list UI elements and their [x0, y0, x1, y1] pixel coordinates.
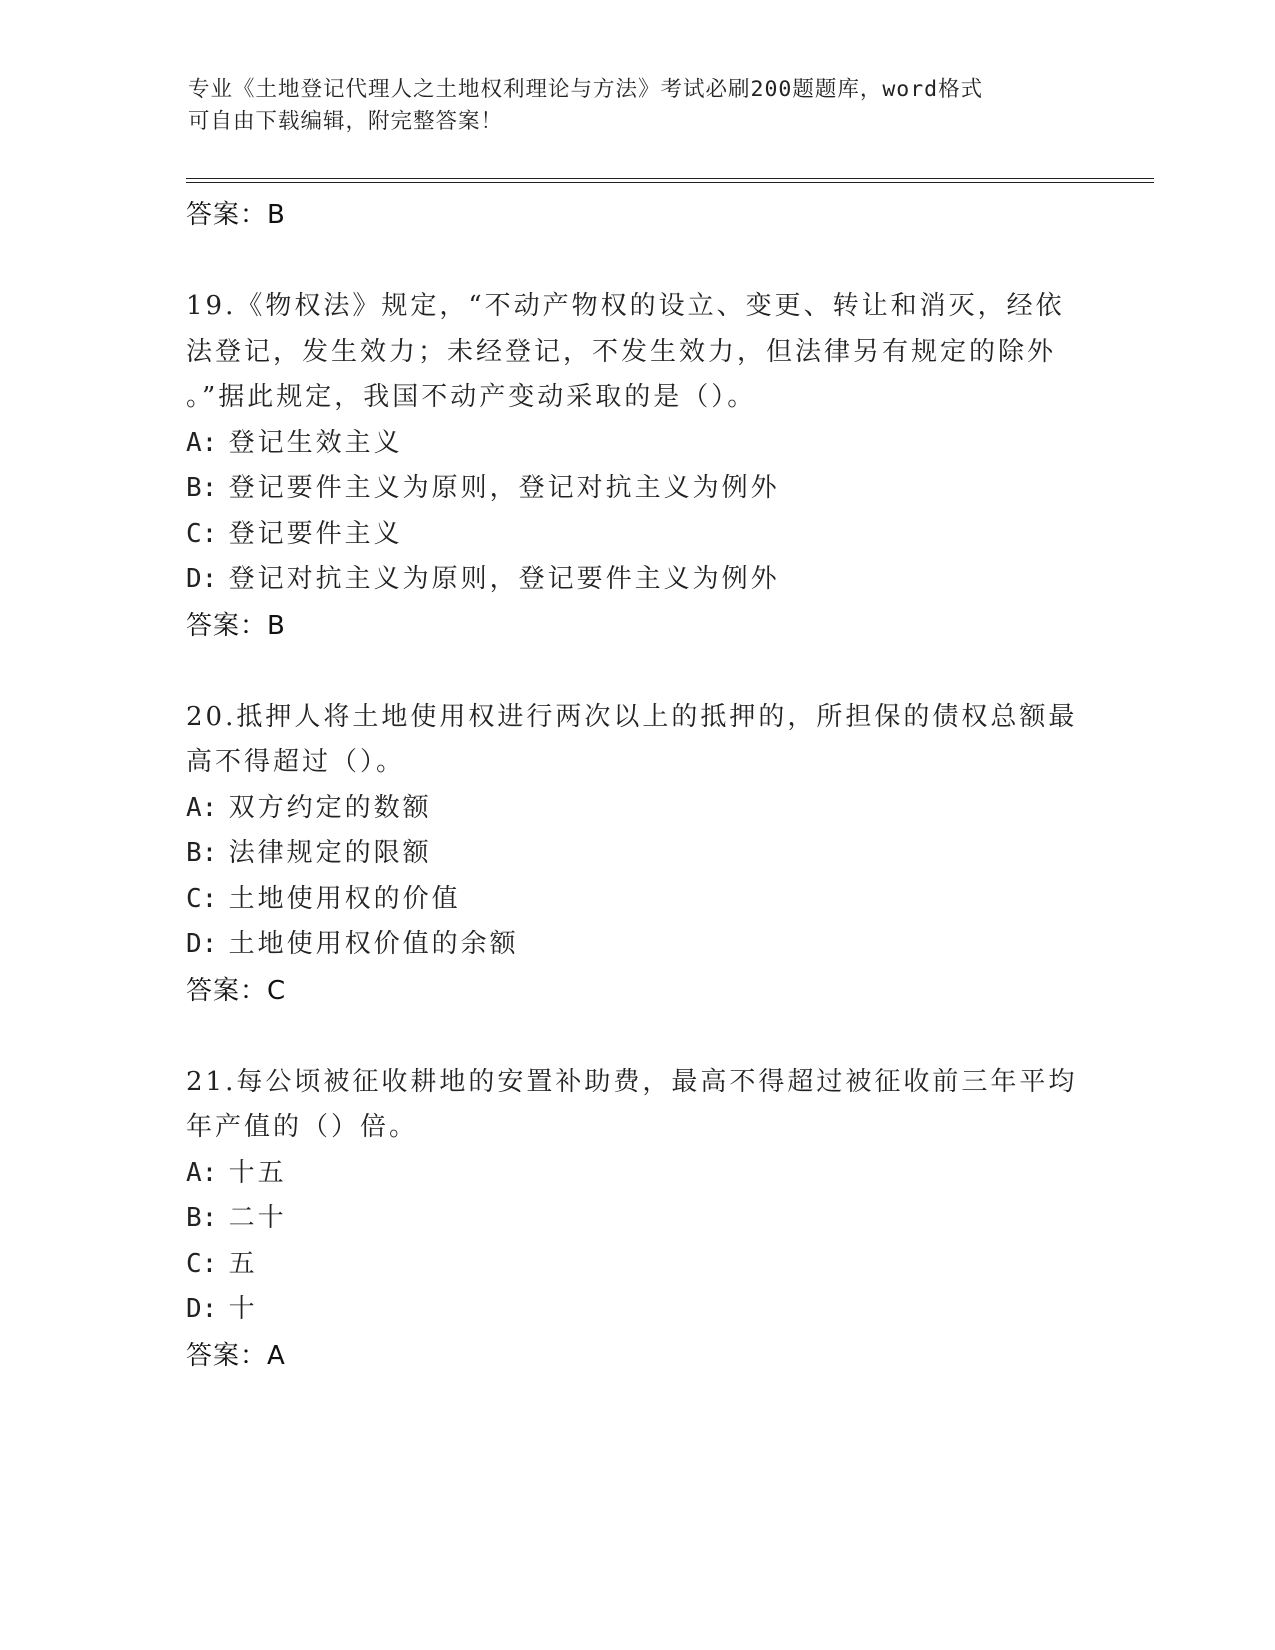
question-20 [186, 695, 1086, 1014]
option-c [186, 1242, 1086, 1288]
header-line-1: 专业《土地登记代理人之土地权利理论与方法》考试必刷200题题库，word格式 [188, 77, 984, 102]
option-key: D: [186, 929, 218, 959]
option-key: D: [186, 1294, 218, 1324]
option-key: C: [186, 883, 218, 914]
option-key: A: [186, 792, 218, 823]
question-21 [186, 1060, 1086, 1379]
option-text: 登记生效主义 [228, 427, 403, 458]
question-19 [186, 284, 1086, 649]
answer-line: 答案：A [186, 1340, 286, 1371]
option-c [186, 877, 1086, 923]
question-text [186, 695, 1086, 786]
option-a [186, 786, 1086, 832]
option-text: 土地使用权的价值 [228, 883, 461, 914]
option-key: D: [186, 564, 218, 594]
answer-line: 答案：B [186, 610, 286, 641]
option-text: 法律规定的限额 [228, 838, 432, 868]
option-key: A: [186, 427, 218, 458]
option-b [186, 466, 1086, 512]
option-text: 双方约定的数额 [228, 792, 432, 823]
option-d [186, 557, 1086, 603]
question-line: 法登记，发生效力；未经登记，不发生效力，但法律另有规定的除外 [186, 336, 1057, 367]
option-text: 登记要件主义为原则，登记对抗主义为例外 [228, 473, 780, 503]
header-line-2: 可自由下载编辑，附完整答案！ [188, 109, 504, 134]
question-line: 20.抵押人将土地使用权进行两次以上的抵押的，所担保的债权总额最 [186, 701, 1078, 732]
answer-line: 答案：B [186, 200, 286, 230]
question-text [186, 284, 1086, 421]
option-key: B: [186, 1203, 218, 1233]
option-d [186, 1287, 1086, 1333]
option-key: C: [186, 1248, 218, 1279]
header-divider [186, 178, 1154, 183]
option-key: A: [186, 1157, 218, 1188]
option-a [186, 421, 1086, 467]
option-key: C: [186, 518, 218, 549]
option-text: 十五 [228, 1157, 287, 1188]
question-text [186, 1060, 1086, 1151]
option-a [186, 1151, 1086, 1197]
option-text: 土地使用权价值的余额 [228, 929, 519, 959]
document-header [188, 74, 1088, 138]
question-line: 19.《物权法》规定，“不动产物权的设立、变更、转让和消灭，经依 [186, 291, 1065, 321]
option-text: 十 [228, 1294, 258, 1324]
question-line: 年产值的（）倍。 [186, 1112, 419, 1142]
option-text: 五 [228, 1248, 258, 1279]
answer-line: 答案：C [186, 975, 287, 1006]
question-line: 。”据此规定，我国不动产变动采取的是（）。 [186, 382, 757, 412]
option-text: 登记对抗主义为原则，登记要件主义为例外 [228, 564, 780, 594]
question-line: 高不得超过（）。 [186, 747, 406, 777]
option-text: 二十 [228, 1203, 287, 1233]
option-b [186, 831, 1086, 877]
option-b [186, 1196, 1086, 1242]
option-text: 登记要件主义 [228, 518, 403, 549]
option-key: B: [186, 838, 218, 868]
option-d [186, 922, 1086, 968]
question-line: 21.每公顷被征收耕地的安置补助费，最高不得超过被征收前三年平均 [186, 1066, 1078, 1097]
document-body [186, 192, 1086, 1379]
option-key: B: [186, 473, 218, 503]
option-c [186, 512, 1086, 558]
